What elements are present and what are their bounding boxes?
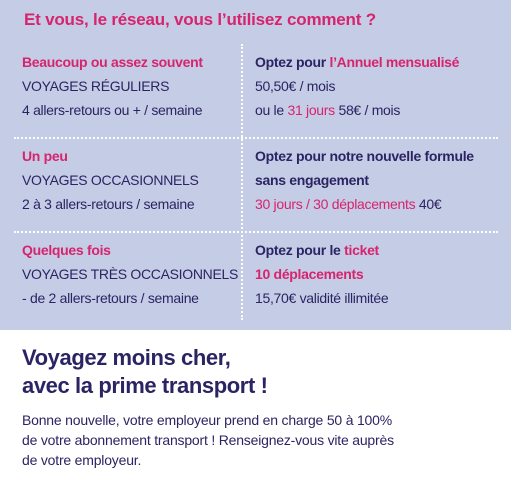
promo-title-line: avec la prime transport !	[22, 373, 268, 398]
usage-row-rare	[0, 232, 511, 324]
offer-highlight: ticket	[344, 242, 379, 258]
promo-title	[22, 344, 268, 400]
usage-level: Quelques fois	[22, 242, 111, 258]
offer-title-cont: 10 déplacements	[255, 266, 364, 282]
usage-profile: VOYAGES TRÈS OCCASIONNELS	[22, 266, 239, 282]
usage-profile-cell	[22, 144, 237, 216]
offer-title: Optez pour notre nouvelle formule	[255, 148, 474, 164]
offer-prefix: Optez pour le	[255, 242, 345, 258]
offer-price-alt-suffix: 58€ / mois	[334, 102, 401, 118]
offer-price-alt	[255, 98, 505, 122]
offer-price-alt-prefix: ou le	[255, 102, 288, 118]
promo-section	[0, 330, 511, 487]
usage-row-occasional	[0, 138, 511, 230]
offer-price: 50,50€ / mois	[255, 78, 336, 94]
usage-level: Un peu	[22, 148, 68, 164]
offer-cell	[255, 238, 505, 310]
promo-text-line: de votre abonnement transport ! Renseignez-vous vite auprès	[22, 432, 394, 448]
offer-prefix: Optez pour	[255, 54, 330, 70]
offer-highlight: l’Annuel mensualisé	[329, 54, 460, 70]
usage-profile: VOYAGES OCCASIONNELS	[22, 172, 199, 188]
offer-title	[255, 238, 505, 262]
usage-profile: VOYAGES RÉGULIERS	[22, 78, 170, 94]
promo-text	[22, 410, 394, 470]
usage-row-frequent	[0, 44, 511, 136]
offer-price-alt-highlight: 31 jours	[287, 102, 335, 118]
usage-level: Beaucoup ou assez souvent	[22, 54, 203, 70]
offer-price-highlight: 30 jours / 30 déplacements	[255, 196, 416, 212]
usage-profile-cell	[22, 238, 237, 310]
offer-title	[255, 50, 505, 74]
offer-cell	[255, 50, 505, 122]
usage-frequency: 4 allers-retours ou + / semaine	[22, 102, 203, 118]
offer-title-cont: sans engagement	[255, 172, 369, 188]
promo-title-line: Voyagez moins cher,	[22, 345, 231, 370]
usage-frequency: 2 à 3 allers-retours / semaine	[22, 196, 195, 212]
panel-heading: Et vous, le réseau, vous l’utilisez comment ?	[24, 10, 376, 29]
offer-price-suffix: 40€	[415, 196, 442, 212]
promo-text-line: de votre employeur.	[22, 452, 142, 468]
usage-profile-cell	[22, 50, 237, 122]
promo-text-line: Bonne nouvelle, votre employeur prend en charge 50 à 100%	[22, 412, 392, 428]
offer-price: 15,70€ validité illimitée	[255, 290, 389, 306]
usage-frequency: - de 2 allers-retours / semaine	[22, 290, 199, 306]
offer-price	[255, 192, 505, 216]
offer-cell	[255, 144, 505, 216]
